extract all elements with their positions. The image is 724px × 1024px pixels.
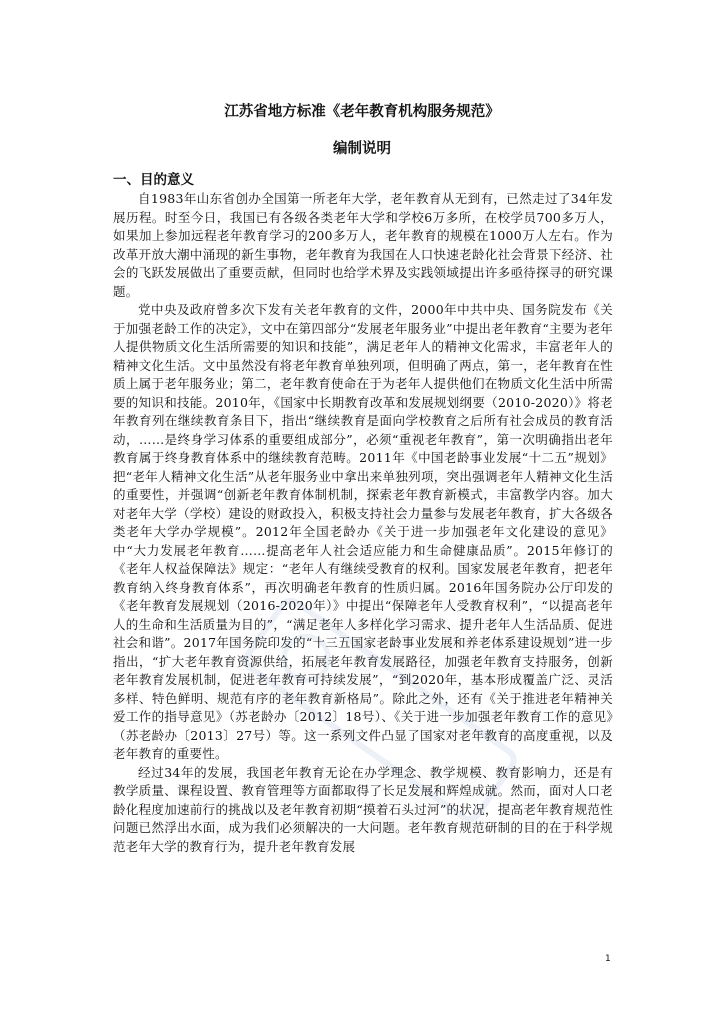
- paragraph: 经过34年的发展，我国老年教育无论在办学理念、教学规模、教育影响力，还是有教学质量、课程设置、教育管理等方面都取得了长足发展和辉煌成就。然而，面对人口老龄化程度加速前行的挑战以及老年教育初期“摸着石头过河”的状况，提高老年教育规范性问题已然浮出水面，成为我们必须解决的一大问题。老年教育规范研制的目的在于科学规范老年大学的教育行为，提升老年教育发展: [113, 764, 613, 854]
- section-heading: 一、目的意义: [113, 172, 194, 188]
- document-body: [113, 190, 613, 856]
- paragraph: 党中央及政府曾多次下发有关老年教育的文件，2000年中共中央、国务院发布《关于加强老龄工作的决定》，文中在第四部分“发展老年服务业”中提出老年教育“主要为老年人提供物质文化生活所需要的知识和技能”，满足老年人的精神文化需求，丰富老年人的精神文化生活。文中虽然没有将老年教育单独列项，但明确了两点，第一，老年教育在性质上属于老年服务业；第二，老年教育使命在于为老年人提供他们在物质文化生活中所需要的知识和技能。2010年，《国家中长期教育改革和发展规划纲要（2010-2020）》将老年教育列在继续教育条目下，指出“继续教育是面向学校教育之后所有社会成员的教育活动，……是终身学习体系的重要组成部分”，必须“重视老年教育”，第一次明确指出老年教育属于终身教育体系中的继续教育范畴。2011年《中国老龄事业发展“十二五”规划》把“老年人精神文化生活”从老年服务业中拿出来单独列项，突出强调老年人精神文化生活的重要性，并强调“创新老年教育体制机制，探索老年教育新模式，丰富教学内容。加大对老年大学（学校）建设的财政投入，积极支持社会力量参与发展老年教育，扩大各级各类老年大学办学规模”。2012年全国老龄办《关于进一步加强老年文化建设的意见》中“大力发展老年教育……提高老年人社会适应能力和生命健康品质”。2015年修订的《老年人权益保障法》规定：“老年人有继续受教育的权利。国家发展老年教育，把老年教育纳入终身教育体系”，再次明确老年教育的性质归属。2016年国务院办公厅印发的《老年教育发展规划（2016-2020年）》中提出“保障老年人受教育权利”，“以提高老年人的生命和生活质量为目的”，“满足老年人多样化学习需求、提升老年人生活品质、促进社会和谐”。2017年国务院印发的“十三五国家老龄事业发展和养老体系建设规划”进一步指出，“扩大老年教育资源供给，拓展老年教育发展路径，加强老年教育支持服务，创新老年教育发展机制，促进老年教育可持续发展”，“到2020年，基本形成覆盖广泛、灵活多样、特色鲜明、规范有序的老年教育新格局”。除此之外，还有《关于推进老年精神关爱工作的指导意见》（苏老龄办〔2012〕18号）、《关于进一步加强老年教育工作的意见》（苏老龄办〔2013〕27号）等。这一系列文件凸显了国家对老年教育的高度重视，以及老年教育的重要性。: [113, 302, 613, 761]
- document-subtitle: 编制说明: [333, 141, 391, 157]
- document-title: 江苏省地方标准《老年教育机构服务规范》: [224, 104, 500, 120]
- paragraph: 自1983年山东省创办全国第一所老年大学，老年教育从无到有，已然走过了34年发展历程。时至今日，我国已有各级各类老年大学和学校6万多所，在校学员700多万人，如果加上参加远程老年教育学习的200多万人，老年教育的规模在1000万人左右。作为改革开放大潮中涌现的新生事物，老年教育为我国在人口快速老龄化社会背景下经济、社会的飞跃发展做出了重要贡献，但同时也给学术界及实践领域提出许多亟待探寻的研究课题。: [113, 191, 613, 299]
- page-number: 1: [605, 954, 611, 964]
